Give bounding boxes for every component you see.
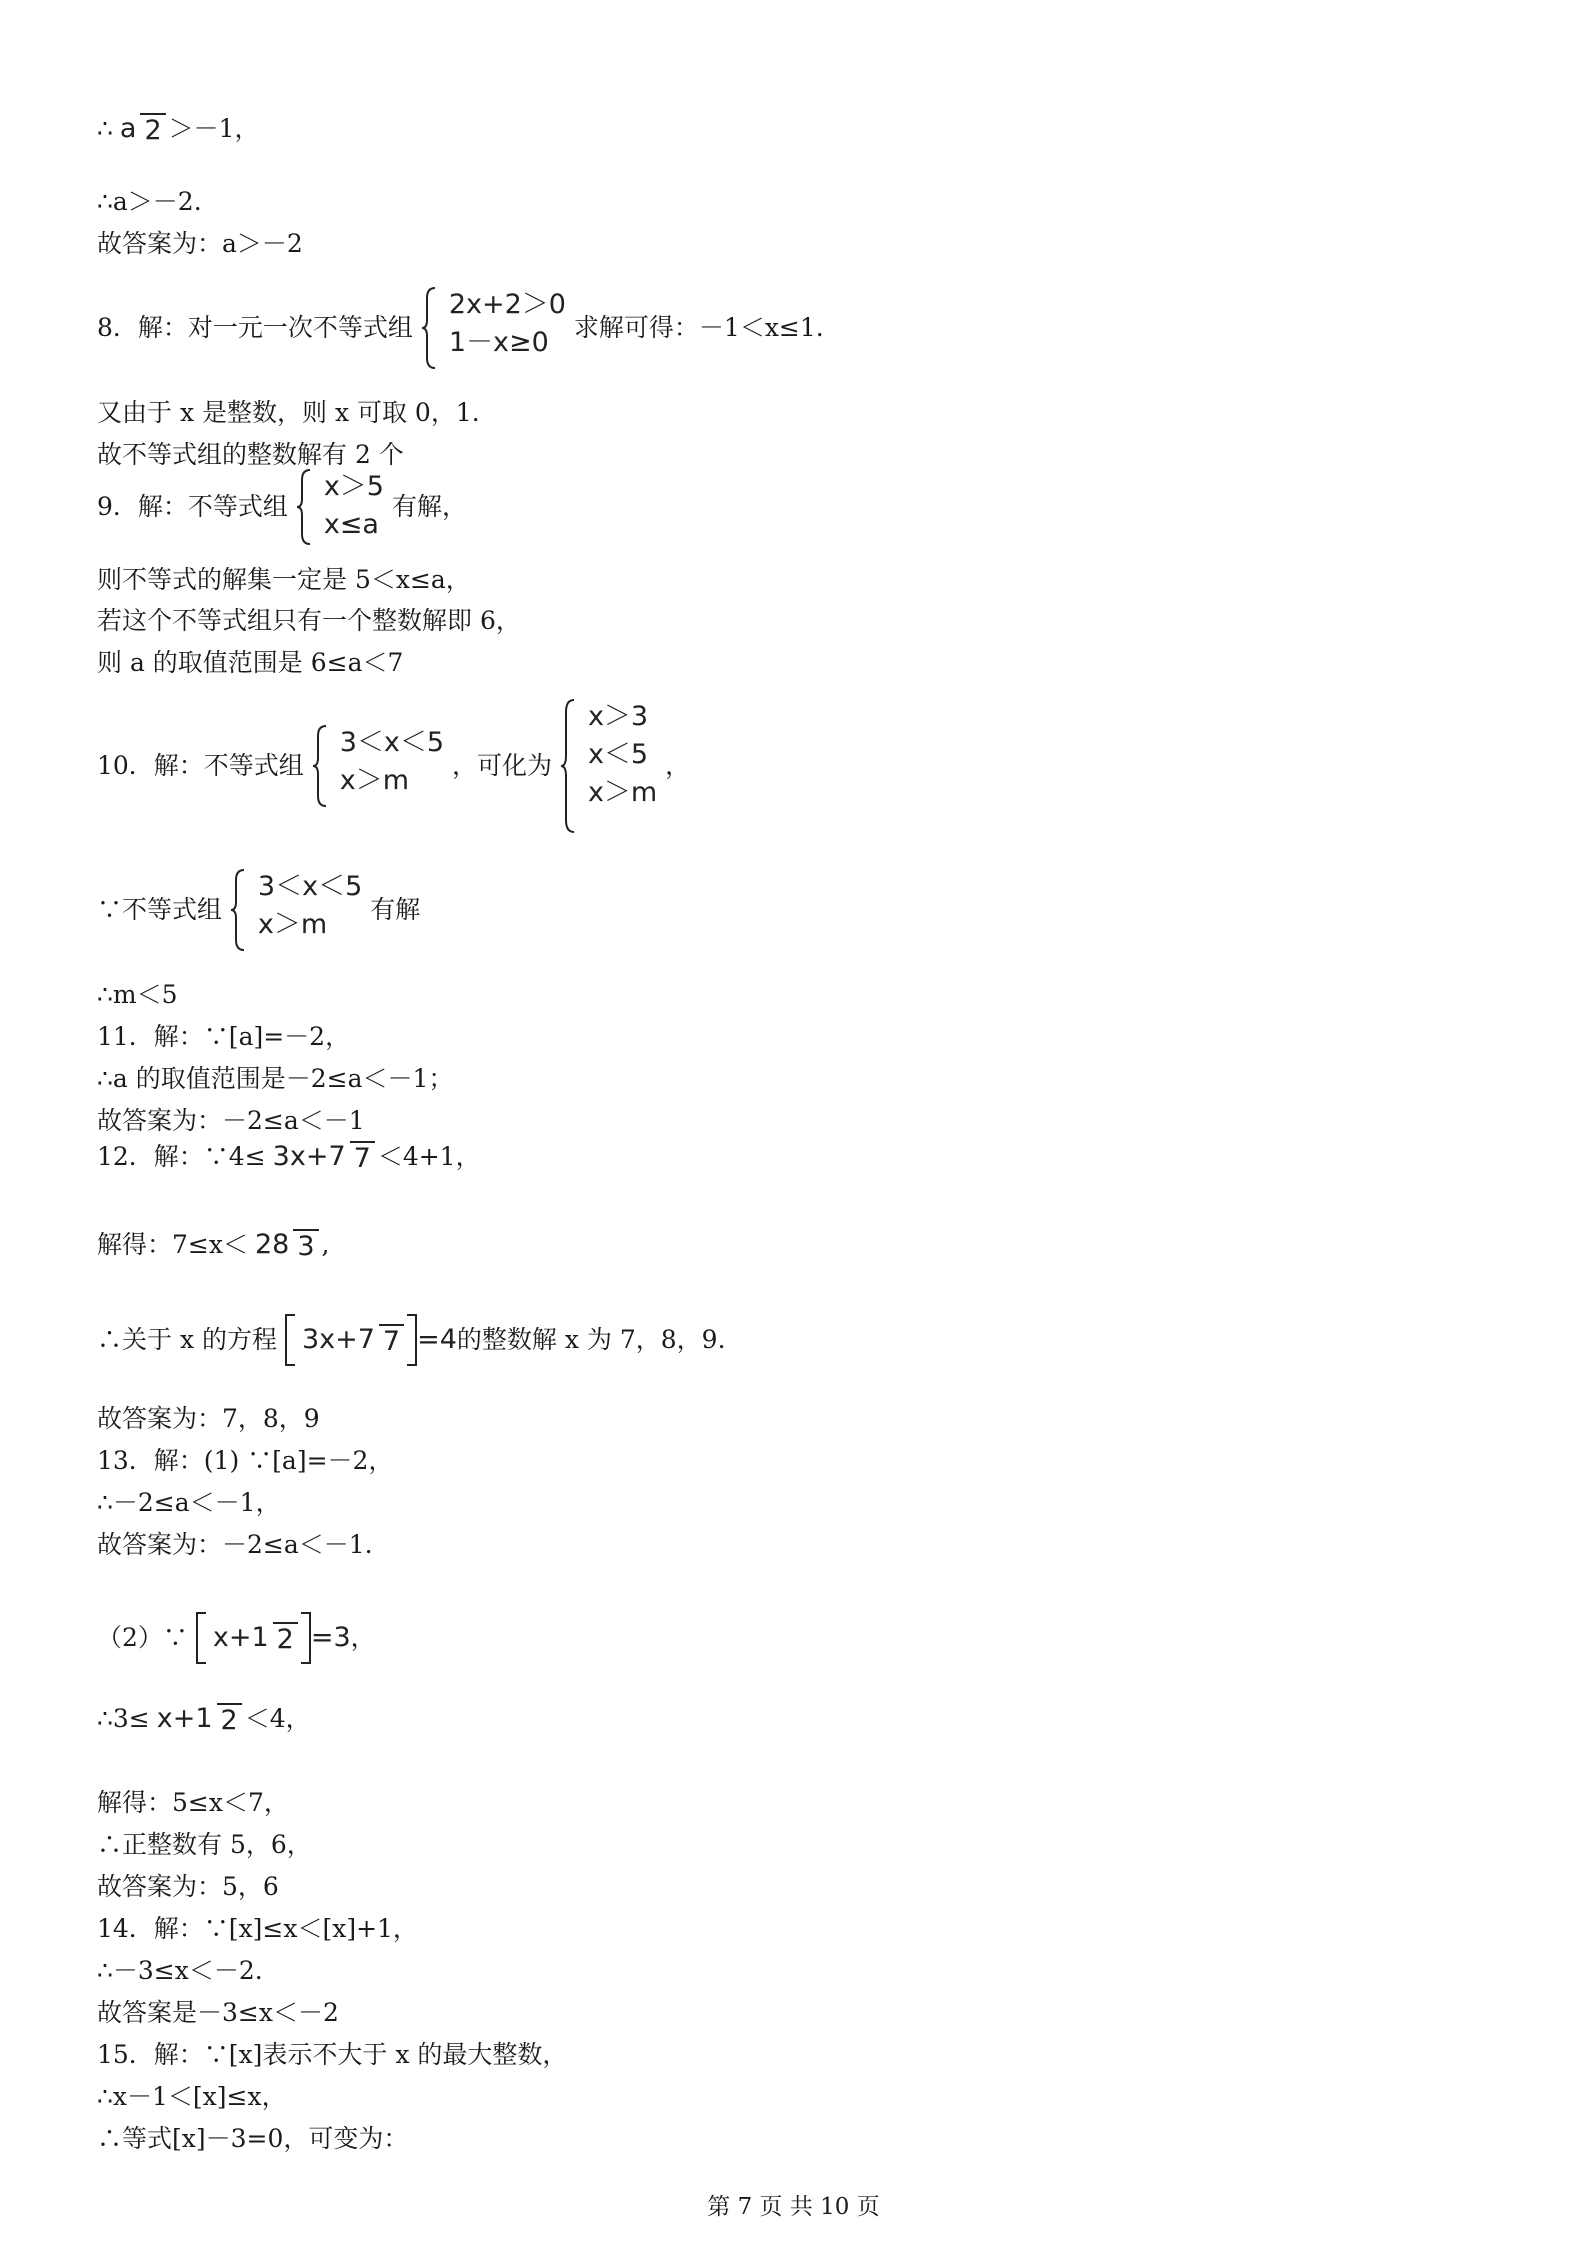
text: =4 bbox=[417, 1324, 457, 1355]
text: ＞－1， bbox=[168, 113, 260, 143]
solution-line: 故答案为：7，8，9 bbox=[97, 1404, 320, 1433]
system-row: 3＜x＜5 bbox=[339, 727, 445, 758]
text: ， bbox=[350, 1623, 376, 1652]
text: ∴关于 x 的方程 bbox=[97, 1325, 277, 1354]
q8-line bbox=[97, 286, 824, 370]
inequality-system bbox=[230, 868, 362, 952]
solution-line: 又由于 x 是整数，则 x 可取 0，1. bbox=[97, 398, 480, 427]
floor-bracket-right bbox=[407, 1314, 417, 1366]
text: ＜4， bbox=[244, 1703, 311, 1733]
fraction bbox=[298, 1323, 404, 1357]
fraction-denominator: 2 bbox=[217, 1703, 242, 1736]
fraction-numerator: a bbox=[119, 112, 137, 144]
solution-line bbox=[97, 110, 260, 146]
text: 求解可得：－1＜x≤1. bbox=[573, 313, 824, 342]
text: ∴ bbox=[97, 113, 113, 143]
solution-line: 15．解：∵[x]表示不大于 x 的最大整数， bbox=[97, 2040, 568, 2069]
solution-line: ∴－3≤x＜－2. bbox=[97, 1956, 263, 1985]
fraction-numerator: 3x+7 bbox=[301, 1324, 375, 1355]
inequality-system bbox=[421, 286, 566, 370]
q13-line bbox=[97, 1612, 376, 1664]
left-brace-icon bbox=[312, 724, 328, 808]
q12-line bbox=[97, 1226, 329, 1262]
system-row: 2x+2＞0 bbox=[448, 289, 566, 320]
fraction bbox=[209, 1621, 298, 1655]
text: 的整数解 x 为 7，8，9. bbox=[456, 1325, 726, 1354]
solution-line: 故答案为：5，6 bbox=[97, 1872, 279, 1901]
text: 8．解：对一元一次不等式组 bbox=[97, 313, 413, 342]
fraction-denominator: 7 bbox=[379, 1324, 404, 1357]
inequality-system bbox=[312, 724, 444, 808]
text: 有解 bbox=[370, 895, 421, 924]
solution-line: ∴a＞－2. bbox=[97, 187, 202, 216]
solution-line: ∴m＜5 bbox=[97, 980, 178, 1009]
fraction-denominator: 3 bbox=[293, 1229, 318, 1262]
system-row: x＞5 bbox=[323, 471, 384, 502]
text: 解得：7≤x＜ bbox=[97, 1229, 248, 1259]
fraction bbox=[116, 112, 166, 146]
q13-line bbox=[97, 1700, 311, 1736]
solution-line: 则不等式的解集一定是 5＜x≤a， bbox=[97, 565, 471, 594]
solution-line: 13．解：(1) ∵[a]=－2， bbox=[97, 1446, 394, 1475]
fraction bbox=[269, 1140, 375, 1174]
left-brace-icon bbox=[230, 868, 246, 952]
text: ＜4+1， bbox=[377, 1141, 481, 1171]
q10-line bbox=[97, 868, 420, 952]
inequality-system bbox=[560, 698, 657, 834]
floor-bracket-left bbox=[196, 1612, 206, 1664]
fraction-denominator: 7 bbox=[350, 1141, 375, 1174]
left-brace-icon bbox=[560, 698, 576, 834]
solution-line: ∴正整数有 5，6， bbox=[97, 1830, 312, 1859]
q10-line bbox=[97, 698, 690, 834]
solution-line: 11．解：∵[a]=－2， bbox=[97, 1022, 351, 1051]
inequality-system bbox=[296, 468, 384, 546]
solution-line: 解得：5≤x＜7， bbox=[97, 1788, 289, 1817]
solution-line: 故答案为：a＞－2 bbox=[97, 229, 303, 258]
text: （2）∵ bbox=[97, 1623, 188, 1652]
q12-line bbox=[97, 1138, 481, 1174]
text: 10．解：不等式组 bbox=[97, 751, 304, 780]
system-row: x＞m bbox=[339, 765, 409, 796]
text: , bbox=[321, 1229, 330, 1259]
solution-line: 故答案为：－2≤a＜－1. bbox=[97, 1530, 373, 1559]
floor-bracket-right bbox=[301, 1612, 311, 1664]
text: ，可化为 bbox=[452, 751, 553, 780]
solution-line: 故答案为：－2≤a＜－1 bbox=[97, 1106, 365, 1135]
fraction bbox=[251, 1228, 319, 1262]
system-row: x＞m bbox=[587, 777, 658, 808]
text: =3 bbox=[310, 1622, 351, 1653]
solution-line: ∴等式[x]－3=0，可变为： bbox=[97, 2124, 409, 2153]
system-row: x＞m bbox=[257, 909, 328, 940]
text: 有解， bbox=[391, 492, 467, 521]
left-brace-icon bbox=[296, 468, 312, 546]
text: 12．解：∵4≤ bbox=[97, 1141, 266, 1171]
text: ， bbox=[665, 751, 691, 780]
fraction-denominator: 2 bbox=[140, 113, 165, 146]
page-footer: 第 7 页 共 10 页 bbox=[707, 2194, 880, 2220]
solution-line: 若这个不等式组只有一个整数解即 6， bbox=[97, 606, 521, 635]
text: ∵不等式组 bbox=[97, 895, 223, 924]
solution-line: ∴x－1＜[x]≤x， bbox=[97, 2082, 287, 2111]
fraction-denominator: 2 bbox=[273, 1622, 298, 1655]
fraction bbox=[153, 1702, 242, 1736]
system-row: 3＜x＜5 bbox=[257, 871, 363, 902]
solution-line: ∴a 的取值范围是－2≤a＜－1； bbox=[97, 1064, 454, 1093]
left-brace-icon bbox=[421, 286, 437, 370]
fraction-numerator: 3x+7 bbox=[272, 1140, 346, 1172]
fraction-numerator: x+1 bbox=[156, 1702, 213, 1734]
floor-bracket-left bbox=[285, 1314, 295, 1366]
system-row: x≤a bbox=[323, 509, 379, 540]
solution-line: 故不等式组的整数解有 2 个 bbox=[97, 440, 404, 469]
text: 9．解：不等式组 bbox=[97, 492, 288, 521]
text: ∴3≤ bbox=[97, 1703, 150, 1733]
solution-line: 则 a 的取值范围是 6≤a＜7 bbox=[97, 648, 404, 677]
fraction-numerator: x+1 bbox=[212, 1622, 269, 1653]
system-row: 1－x≥0 bbox=[448, 327, 549, 358]
solution-line: 14．解：∵[x]≤x＜[x]+1， bbox=[97, 1914, 418, 1943]
solution-line: 故答案是－3≤x＜－2 bbox=[97, 1998, 339, 2027]
system-row: x＜5 bbox=[587, 739, 649, 770]
fraction-numerator: 28 bbox=[254, 1228, 290, 1260]
system-row: x＞3 bbox=[587, 701, 649, 732]
q9-line bbox=[97, 468, 467, 546]
solution-line: ∴－2≤a＜－1， bbox=[97, 1488, 281, 1517]
q12-line bbox=[97, 1314, 726, 1366]
